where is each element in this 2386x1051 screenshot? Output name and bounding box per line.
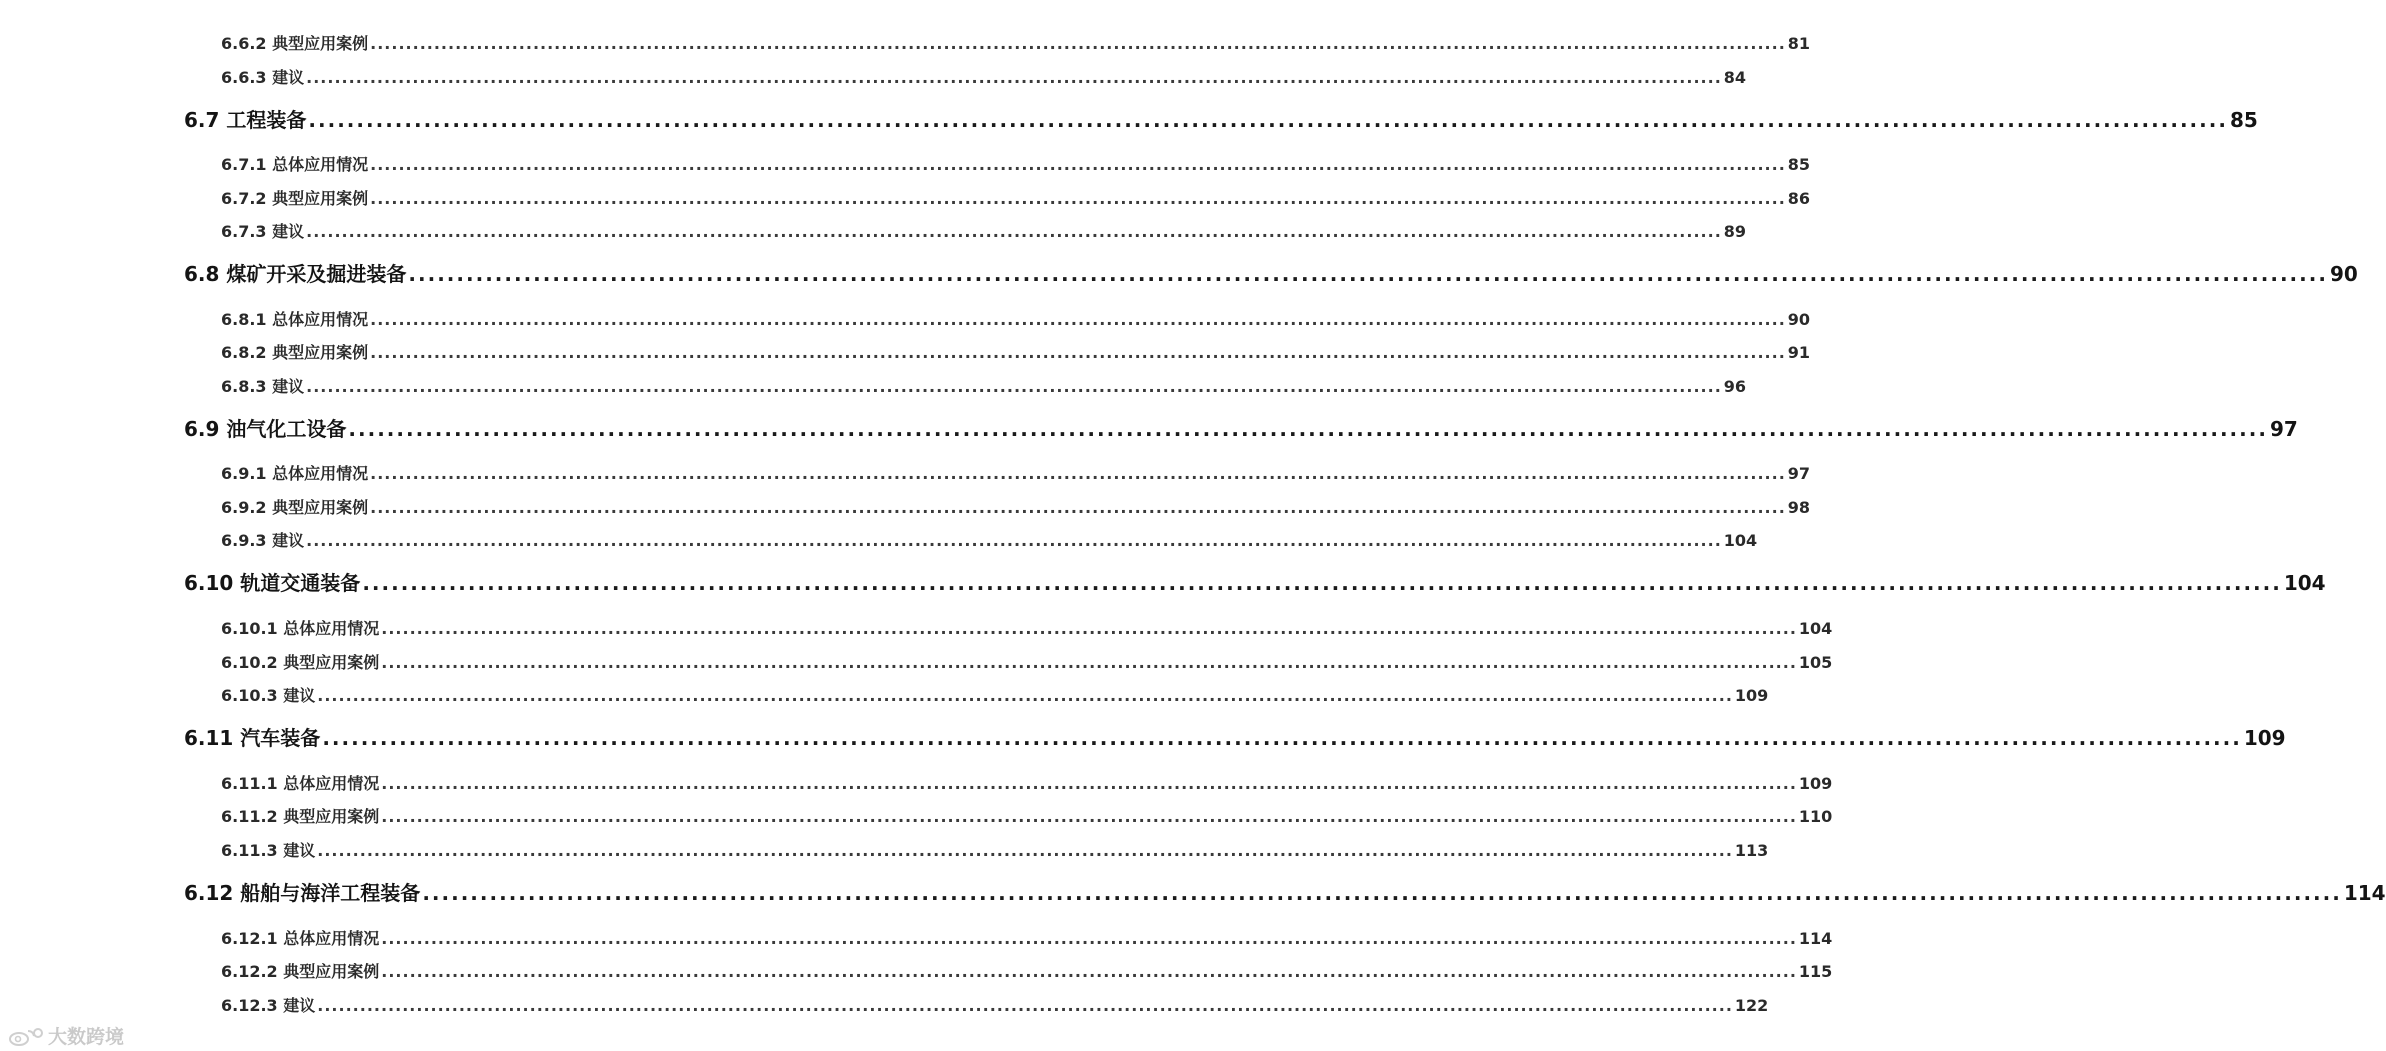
dot-leader: ........................................................................................................................................................................................................ <box>306 531 1722 550</box>
toc-subsection-entry[interactable] <box>221 307 1811 330</box>
toc-entry-page: 97 <box>1787 464 1811 483</box>
watermark <box>8 1022 124 1049</box>
toc-entry-title: 6.8.3 建议 <box>221 377 305 396</box>
toc-subsection-entry[interactable] <box>221 495 1811 518</box>
dot-leader: ........................................................................................................................................................................................................ <box>381 962 1797 981</box>
toc-entry-page: 96 <box>1723 377 1747 396</box>
toc-section-entry[interactable] <box>184 413 2298 442</box>
watermark-text: 大数跨境 <box>48 1026 125 1048</box>
toc-entry-page: 113 <box>1734 841 1769 860</box>
toc-entry-title: 6.10.1 总体应用情况 <box>221 619 380 638</box>
toc-entry-title: 6.11.1 总体应用情况 <box>221 774 380 793</box>
toc-subsection-entry[interactable] <box>221 926 1833 949</box>
toc-entry-title: 6.12.1 总体应用情况 <box>221 929 380 948</box>
toc-entry-title: 6.9.3 建议 <box>221 531 305 550</box>
toc-entry-title: 6.12.3 建议 <box>221 996 316 1015</box>
toc-subsection-entry[interactable] <box>221 838 1769 861</box>
toc-subsection-entry[interactable] <box>221 959 1833 982</box>
toc-section-entry[interactable] <box>184 722 2286 751</box>
dot-leader: ........................................................................................................................................................................................................ <box>370 498 1786 517</box>
toc-entry-title: 6.10.2 典型应用案例 <box>221 653 380 672</box>
dot-leader: ........................................................................................................................................................................................................ <box>317 686 1733 705</box>
toc-entry-title: 6.7.1 总体应用情况 <box>221 155 369 174</box>
dot-leader: ........................................................................................................................................................................................................ <box>381 929 1797 948</box>
toc-subsection-entry[interactable] <box>221 31 1811 54</box>
toc-entry-page: 109 <box>1798 774 1833 793</box>
toc-subsection-entry[interactable] <box>221 650 1833 673</box>
toc-section-entry[interactable] <box>184 877 2386 906</box>
dot-leader: ........................................................................................................................................................................................................ <box>306 68 1722 87</box>
toc-subsection-entry[interactable] <box>221 804 1833 827</box>
dot-leader: ........................................................................................................................................................................................................ <box>317 841 1733 860</box>
dot-leader: ........................................................................................................................................................................................................ <box>317 996 1733 1015</box>
toc-entry-page: 86 <box>1787 189 1811 208</box>
toc-entry-page: 104 <box>1798 619 1833 638</box>
toc-section-entry[interactable] <box>184 258 2358 287</box>
dot-leader: ........................................................................................................................................................................................................ <box>408 262 2328 286</box>
toc-entry-title: 6.9.2 典型应用案例 <box>221 498 369 517</box>
dot-leader: ........................................................................................................................................................................................................ <box>370 155 1786 174</box>
dot-leader: ........................................................................................................................................................................................................ <box>381 619 1797 638</box>
toc-entry-page: 81 <box>1787 34 1811 53</box>
dot-leader: ........................................................................................................................................................................................................ <box>370 34 1786 53</box>
toc-entry-page: 109 <box>2243 726 2286 750</box>
toc-subsection-entry[interactable] <box>221 461 1811 484</box>
toc-subsection-entry[interactable] <box>221 65 1747 88</box>
toc-entry-title: 6.11.3 建议 <box>221 841 316 860</box>
dot-leader: ........................................................................................................................................................................................................ <box>370 310 1786 329</box>
toc-entry-page: 85 <box>1787 155 1811 174</box>
dot-leader: ........................................................................................................................................................................................................ <box>308 108 2228 132</box>
dot-leader: ........................................................................................................................................................................................................ <box>381 774 1797 793</box>
toc-entry-title: 6.10.3 建议 <box>221 686 316 705</box>
dot-leader: ........................................................................................................................................................................................................ <box>306 222 1722 241</box>
toc-entry-page: 89 <box>1723 222 1747 241</box>
toc-entry-title: 6.8.1 总体应用情况 <box>221 310 369 329</box>
toc-entry-page: 105 <box>1798 653 1833 672</box>
toc-entry-page: 84 <box>1723 68 1747 87</box>
toc-entry-page: 91 <box>1787 343 1811 362</box>
dot-leader: ........................................................................................................................................................................................................ <box>362 571 2282 595</box>
toc-section-entry[interactable] <box>184 104 2258 133</box>
toc-entry-title: 6.8.2 典型应用案例 <box>221 343 369 362</box>
toc-entry-page: 114 <box>1798 929 1833 948</box>
toc-entry-page: 90 <box>1787 310 1811 329</box>
toc-entry-title: 6.6.2 典型应用案例 <box>221 34 369 53</box>
toc-entry-title: 6.12.2 典型应用案例 <box>221 962 380 981</box>
toc-entry-title: 6.9 油气化工设备 <box>184 417 347 441</box>
toc-subsection-entry[interactable] <box>221 616 1833 639</box>
toc-subsection-entry[interactable] <box>221 152 1811 175</box>
toc-entry-title: 6.11 汽车装备 <box>184 726 321 750</box>
dot-leader: ........................................................................................................................................................................................................ <box>370 189 1786 208</box>
dot-leader: ........................................................................................................................................................................................................ <box>370 464 1786 483</box>
toc-entry-page: 110 <box>1798 807 1833 826</box>
toc-subsection-entry[interactable] <box>221 374 1747 397</box>
toc-entry-title: 6.7.2 典型应用案例 <box>221 189 369 208</box>
toc-entry-title: 6.6.3 建议 <box>221 68 305 87</box>
dot-leader: ........................................................................................................................................................................................................ <box>348 417 2268 441</box>
toc-entry-title: 6.8 煤矿开采及掘进装备 <box>184 262 407 286</box>
weibo-logo-icon <box>8 1025 44 1047</box>
toc-subsection-entry[interactable] <box>221 528 1758 551</box>
dot-leader: ........................................................................................................................................................................................................ <box>381 653 1797 672</box>
toc-entry-title: 6.7 工程装备 <box>184 108 307 132</box>
toc-entry-page: 104 <box>1723 531 1758 550</box>
toc-entry-page: 104 <box>2283 571 2326 595</box>
toc-entry-page: 122 <box>1734 996 1769 1015</box>
toc-subsection-entry[interactable] <box>221 993 1769 1016</box>
toc-entry-page: 90 <box>2329 262 2358 286</box>
toc-entry-page: 109 <box>1734 686 1769 705</box>
toc-subsection-entry[interactable] <box>221 219 1747 242</box>
toc-entry-title: 6.9.1 总体应用情况 <box>221 464 369 483</box>
dot-leader: ........................................................................................................................................................................................................ <box>381 807 1797 826</box>
toc-entry-page: 98 <box>1787 498 1811 517</box>
toc-subsection-entry[interactable] <box>221 771 1833 794</box>
dot-leader: ........................................................................................................................................................................................................ <box>422 881 2342 905</box>
dot-leader: ........................................................................................................................................................................................................ <box>306 377 1722 396</box>
toc-entry-title: 6.7.3 建议 <box>221 222 305 241</box>
dot-leader: ........................................................................................................................................................................................................ <box>322 726 2242 750</box>
toc-entry-page: 97 <box>2269 417 2298 441</box>
toc-entry-title: 6.12 船舶与海洋工程装备 <box>184 881 421 905</box>
toc-entry-page: 115 <box>1798 962 1833 981</box>
toc-entry-title: 6.11.2 典型应用案例 <box>221 807 380 826</box>
dot-leader: ........................................................................................................................................................................................................ <box>370 343 1786 362</box>
toc-entry-page: 85 <box>2229 108 2258 132</box>
toc-subsection-entry[interactable] <box>221 683 1769 706</box>
toc-section-entry[interactable] <box>184 567 2326 596</box>
toc-subsection-entry[interactable] <box>221 340 1811 363</box>
toc-entry-page: 114 <box>2343 881 2386 905</box>
toc-subsection-entry[interactable] <box>221 186 1811 209</box>
toc-entry-title: 6.10 轨道交通装备 <box>184 571 361 595</box>
